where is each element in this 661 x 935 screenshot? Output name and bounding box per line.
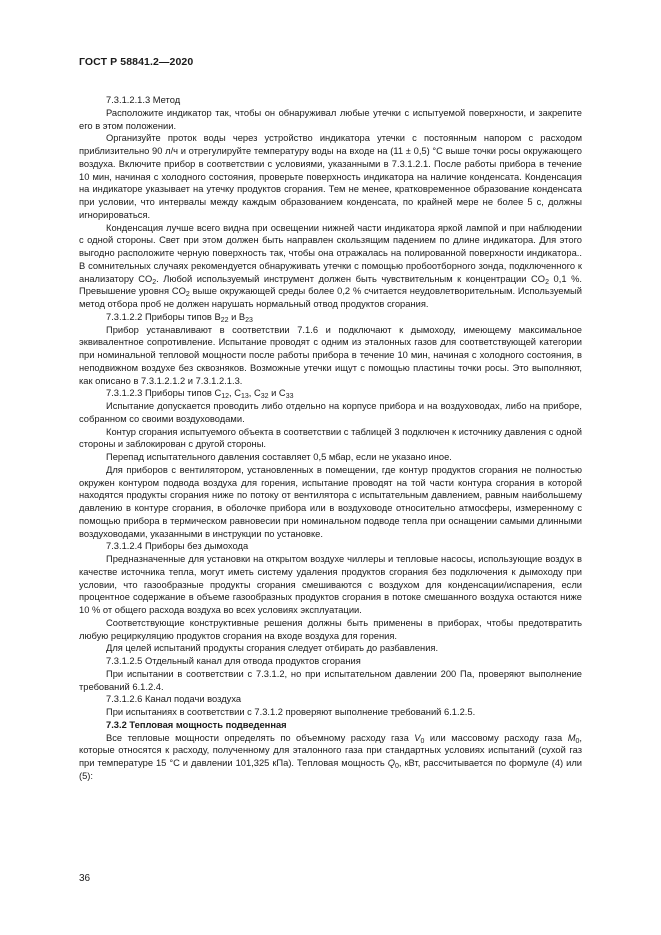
page-number: 36: [79, 873, 91, 884]
paragraph: 7.3.1.2.4 Приборы без дымохода: [106, 541, 249, 552]
document-header: ГОСТ Р 58841.2—2020: [79, 56, 194, 68]
paragraph: 7.3.1.2.2 Приборы типов $B_{22}$ и $B_{23}$: [106, 311, 253, 324]
paragraph: 7.3.1.2.3 Приборы типов $C_{12}$, $C_{13}$, $C_{32}$ и $C_{33}$: [106, 388, 294, 401]
paragraph: 7.3.1.2.5 Отдельный канал для отвода продуктов сгорания: [106, 656, 361, 666]
paragraph: Испытание допускается проводить либо отдельно на корпусе прибора и на воздуховодах, либо на приборе, собранном со своими воздуховодами.: [79, 401, 582, 424]
paragraph: Соответствующие конструктивные решения должны быть применены в приборах, чтобы предотвратить любую рециркуляцию продуктов сгорания на входе воздуха для горения.: [79, 617, 582, 641]
paragraph: Контур сгорания испытуемого объекта в соответствии с таблицей 3 подключен к источнику давления с одной стороны и заблокирован с другой стороны.: [79, 426, 582, 450]
paragraph: Прибор устанавливают в соответствии 7.1.6 и подключают к дымоходу, имеющему максимальное эквивалентное сопротивление. Испытание проводят с одним из эталонных газов для соответствующей категории при номинальной тепловой мощности после работы прибора в течение 10 мин, начиная с холодного состояния, в неподвижном воздухе без сквозняков. Возможные утечки ищут с помощью пластины точки росы. Это выполняют, как описано в 7.3.1.2.1.2 и 7.3.1.2.1.3.: [79, 324, 582, 386]
paragraph: 7.3.1.2.1.3 Метод: [106, 95, 181, 105]
paragraph: 7.3.2 Тепловая мощность подведенная: [106, 719, 287, 730]
paragraph: Расположите индикатор так, чтобы он обнаруживал любые утечки с испытуемой поверхности, и закрепите его в этом положении.: [79, 107, 582, 131]
paragraph: При испытании в соответствии с 7.3.1.2, но при испытательном давлении 200 Па, проверяют выполнение требований 6.1.2.4.: [79, 668, 582, 692]
paragraph: 7.3.1.2.6 Канал подачи воздуха: [106, 694, 242, 705]
paragraph: Организуйте проток воды через устройство индикатора утечки с постоянным напором с расходом приблизительно 90 л/ч и отрегулируйте температуру воды на входе на (11 ± 0,5) °С выше точки росы окружающего воздуха. Включите прибор в соответствии с условиями, указанными в 7.3.1.2.1. После работы прибора в течение 10 мин, начиная с холодного состояния, проверьте поверхность индикатора на наличие конденсата. Конденсация на индикаторе указывает на утечку продуктов сгорания. Тем не менее, кратковременное образование конденсата при условии, что интервалы между каждым образованием конденсата, по крайней мере не более 5 с, должны игнорироваться.: [79, 133, 582, 220]
paragraph: Все тепловые мощности определять по объемному расходу газа $V_0$ или массовому расходу газа $M_0$, которые относятся к расходу, полученному для эталонного газа при стандартных условиях испытаний (сухой газ при температуре 15 °С и давлении 101,325 кПа). Тепловая мощность $Q_0$, кВт, рассчитывается по формуле (4) или (5):: [79, 732, 582, 781]
document-body: [79, 94, 582, 783]
paragraph: Предназначенные для установки на открытом воздухе чиллеры и тепловые насосы, использующие воздух в качестве источника тепла, могут иметь систему удаления продуктов сгорания без подключения к дымоходу при условии, что газообразные продукты сгорания смешиваются с воздухом для конденсации/испарения, если процентное содержание в объеме газообразных продуктов сгорания в потоке смешанного воздуха остаются ниже 10 % от общего расхода воздуха во всех условиях эксплуатации.: [79, 554, 582, 615]
paragraph: Конденсация лучше всего видна при освещении нижней части индикатора яркой лампой и при наблюдении с одной стороны. Свет при этом должен быть направлен скользящим падением по длине индикатора. Для этого выгодно расположите черную поверхность так, чтобы она отражалась на полированной поверхности индикатора.. В сомнительных случаях рекомендуется обнаруживать утечки с помощью пробоотборного зонда, подключенного к анализатору $CO_2$. Любой используемый инструмент должен быть чувствительным к концентрации $CO_2$ 0,1 %. Превышение уровня $CO_2$ выше окружающей среды более 0,2 % считается неудовлетворительным. Используемый метод отбора проб не должен нарушать нормальный отвод продуктов сгорания.: [79, 222, 583, 309]
paragraph: Для целей испытаний продукты сгорания следует отбирать до разбавления.: [106, 643, 439, 654]
paragraph: Для приборов с вентилятором, установленных в помещении, где контур продуктов сгорания не полностью окружен контуром подвода воздуха для горения, испытание проводят на той части контура сгорания в которой находятся продукты сгорания ниже по потоку от вентилятора с испытательным давлением, равным наибольшему давлению в контуре сгорания, в оболочке прибора или в воздуховоде относительно атмосферы, измеренному с помощью прибора в термическом равновесии при номинальном подводе тепла при оснащении самыми длинными воздуховодами, указанными в инструкции по установке.: [79, 464, 582, 539]
paragraph: Перепад испытательного давления составляет 0,5 мбар, если не указано иное.: [106, 452, 452, 462]
paragraph: При испытаниях в соответствии с 7.3.1.2 проверяют выполнение требований 6.1.2.5.: [106, 707, 476, 717]
